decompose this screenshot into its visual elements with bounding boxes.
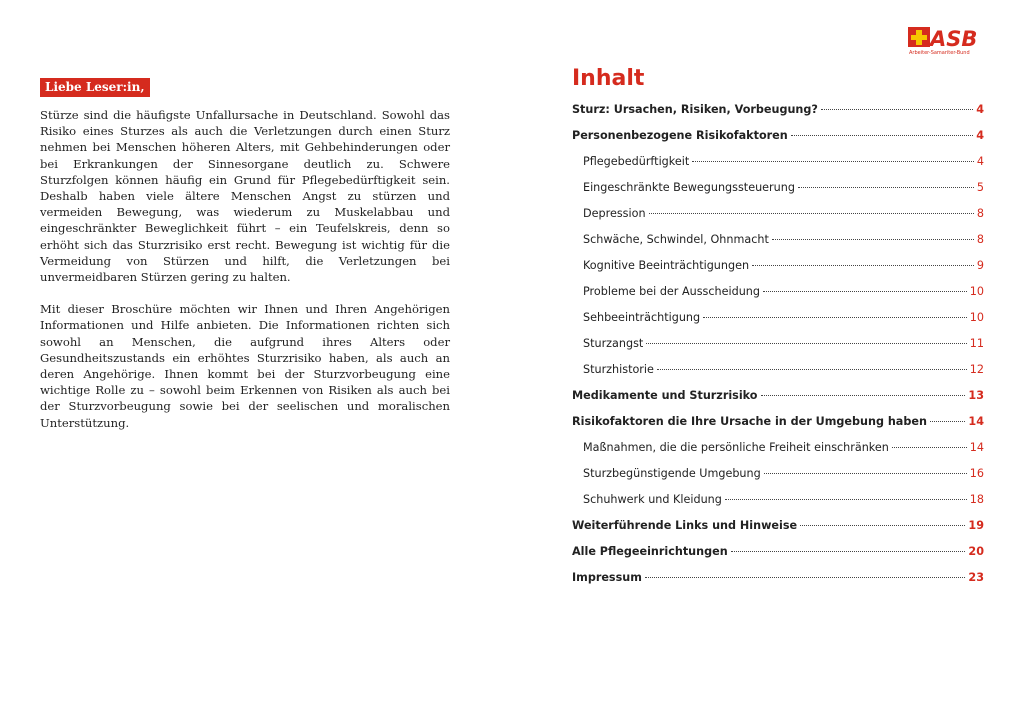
toc-entry-label: Medikamente und Sturzrisiko bbox=[572, 389, 758, 402]
toc-page-number: 14 bbox=[969, 441, 984, 454]
toc-entry-label: Alle Pflegeeinrichtungen bbox=[572, 545, 728, 558]
toc-entry-label: Weiterführende Links und Hinweise bbox=[572, 519, 798, 532]
toc-leader-dots bbox=[731, 551, 966, 552]
toc-entry-label: Kognitive Beeinträchtigungen bbox=[583, 259, 750, 272]
toc-entry[interactable] bbox=[572, 311, 984, 337]
toc-page-number: 4 bbox=[976, 103, 984, 116]
toc-entry-label: Probleme bei der Ausscheidung bbox=[583, 285, 760, 298]
toc-entry[interactable] bbox=[572, 129, 984, 155]
toc-leader-dots bbox=[798, 187, 974, 188]
toc-entry-label: Risikofaktoren die Ihre Ursache in der Umgebung haben bbox=[572, 415, 927, 428]
toc-entry-label: Impressum bbox=[572, 571, 642, 584]
toc-entry[interactable] bbox=[572, 441, 984, 467]
toc-entry-label: Maßnahmen, die die persönliche Freiheit einschränken bbox=[583, 441, 889, 454]
toc-leader-dots bbox=[764, 473, 967, 474]
toc-leader-dots bbox=[791, 135, 973, 136]
toc-entry[interactable] bbox=[572, 363, 984, 389]
toc-entry[interactable] bbox=[572, 103, 984, 129]
toc-page-number: 12 bbox=[969, 363, 984, 376]
toc-entry[interactable] bbox=[572, 155, 984, 181]
toc-entry[interactable] bbox=[572, 337, 984, 363]
greeting-heading: Liebe Leser:in, bbox=[40, 78, 150, 97]
toc-entry[interactable] bbox=[572, 467, 984, 493]
toc-leader-dots bbox=[725, 499, 967, 500]
toc-page-number: 14 bbox=[968, 415, 984, 428]
toc-leader-dots bbox=[930, 421, 966, 422]
toc-entry[interactable] bbox=[572, 571, 984, 597]
toc-page-number: 23 bbox=[968, 571, 984, 584]
toc-entry[interactable] bbox=[572, 181, 984, 207]
toc-leader-dots bbox=[772, 239, 974, 240]
toc-page-number: 19 bbox=[968, 519, 984, 532]
toc-page-number: 8 bbox=[976, 207, 984, 220]
toc-entry-label: Schuhwerk und Kleidung bbox=[583, 493, 722, 506]
toc-title: Inhalt bbox=[572, 66, 645, 91]
toc-leader-dots bbox=[645, 577, 966, 578]
toc-entry[interactable] bbox=[572, 415, 984, 441]
toc-leader-dots bbox=[761, 395, 966, 396]
toc-entry-label: Sturzhistorie bbox=[583, 363, 654, 376]
intro-paragraph: Stürze sind die häufigste Unfallursache in Deutschland. Sowohl das Risiko eines Sturzes als auch die Verletzungen durch einen Sturz nehmen bei Menschen höheren Alters, mit Gehbehinderungen oder bei Erkrankungen der Sinnesorgane deutlich zu. Schwere Sturzfolgen können häufig ein Grund für Pflegebedürftigkeit sein. Deshalb haben viele ältere Menschen Angst zu stürzen und vermeiden Bewegung, was wiederum zu Muskelabbau und eingeschränkter Beweglichkeit führt – ein Teufelskreis, denn so erhöht sich das Sturzrisiko erst recht. Bewegung ist wichtig für die Vermeidung von Stürzen und hilft, die Verletzungen bei unvermeidbaren Stürzen gering zu halten. bbox=[40, 108, 450, 285]
toc-page-number: 16 bbox=[969, 467, 984, 480]
toc-page-number: 20 bbox=[968, 545, 984, 558]
toc-entry-label: Sturzbegünstigende Umgebung bbox=[583, 467, 761, 480]
toc-page-number: 4 bbox=[976, 129, 984, 142]
toc-leader-dots bbox=[892, 447, 967, 448]
toc-page-number: 5 bbox=[976, 181, 984, 194]
toc-entry-label: Sturz: Ursachen, Risiken, Vorbeugung? bbox=[572, 103, 818, 116]
toc-entry[interactable] bbox=[572, 285, 984, 311]
toc-list bbox=[572, 103, 984, 597]
toc-entry[interactable] bbox=[572, 519, 984, 545]
toc-leader-dots bbox=[821, 109, 973, 110]
toc-page-number: 9 bbox=[976, 259, 984, 272]
toc-leader-dots bbox=[649, 213, 974, 214]
toc-page-number: 18 bbox=[969, 493, 984, 506]
toc-entry[interactable] bbox=[572, 233, 984, 259]
toc-entry[interactable] bbox=[572, 389, 984, 415]
toc-page-number: 13 bbox=[968, 389, 984, 402]
toc-entry-label: Pflegebedürftigkeit bbox=[583, 155, 690, 168]
toc-entry-label: Sturzangst bbox=[583, 337, 644, 350]
asb-logo bbox=[908, 27, 982, 55]
toc-page-number: 8 bbox=[976, 233, 984, 246]
toc-page-number: 4 bbox=[976, 155, 984, 168]
toc-page-number: 11 bbox=[969, 337, 984, 350]
toc-page-number: 10 bbox=[969, 285, 984, 298]
toc-leader-dots bbox=[800, 525, 965, 526]
toc-entry-label: Depression bbox=[583, 207, 646, 220]
toc-entry[interactable] bbox=[572, 259, 984, 285]
intro-page bbox=[40, 78, 450, 447]
toc-leader-dots bbox=[703, 317, 967, 318]
svg-text:Arbeiter-Samariter-Bund: Arbeiter-Samariter-Bund bbox=[909, 50, 970, 55]
toc-leader-dots bbox=[752, 265, 974, 266]
toc-leader-dots bbox=[646, 343, 966, 344]
toc-entry-label: Eingeschränkte Bewegungssteuerung bbox=[583, 181, 795, 194]
table-of-contents bbox=[572, 66, 984, 597]
toc-entry[interactable] bbox=[572, 545, 984, 571]
toc-entry[interactable] bbox=[572, 493, 984, 519]
svg-text:ASB: ASB bbox=[930, 27, 978, 51]
toc-entry-label: Sehbeeinträchtigung bbox=[583, 311, 701, 324]
intro-paragraph: Mit dieser Broschüre möchten wir Ihnen und Ihren Angehörigen Informationen und Hilfe anbieten. Die Informationen richten sich sowohl an Menschen, die aufgrund ihres Alters oder Gesundheitszustands ein erhöhtes Sturzrisiko haben, als auch an deren Angehörige. Ihnen kommt bei der Sturzvorbeugung eine wichtige Rolle zu – sowohl beim Erkennen von Risiken als auch bei der Sturzvorbeugung sowie bei der seelischen und moralischen Unterstützung. bbox=[40, 302, 450, 430]
toc-entry[interactable] bbox=[572, 207, 984, 233]
toc-leader-dots bbox=[657, 369, 967, 370]
toc-leader-dots bbox=[692, 161, 974, 162]
toc-leader-dots bbox=[763, 291, 967, 292]
toc-entry-label: Personenbezogene Risikofaktoren bbox=[572, 129, 788, 142]
toc-page-number: 10 bbox=[969, 311, 984, 324]
toc-entry-label: Schwäche, Schwindel, Ohnmacht bbox=[583, 233, 769, 246]
